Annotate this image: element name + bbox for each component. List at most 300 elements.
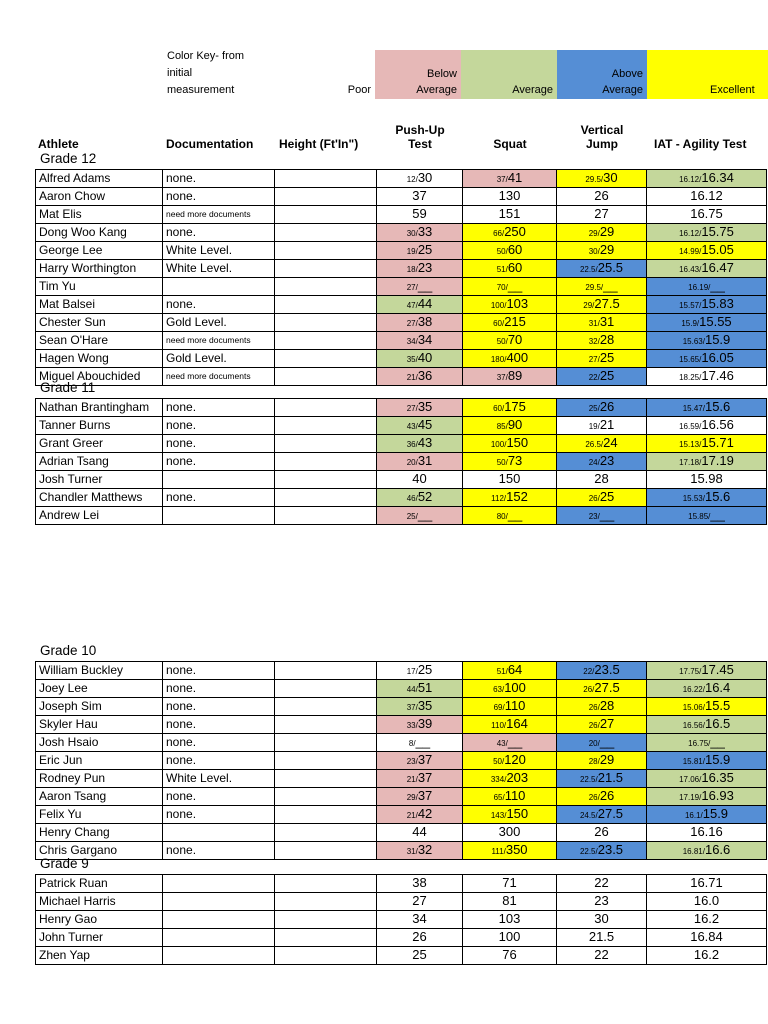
pushup-cell bbox=[377, 453, 463, 471]
vertical-jump-cell bbox=[557, 350, 647, 368]
squat-cell bbox=[463, 806, 557, 824]
vertical-jump-final: 30 bbox=[603, 170, 618, 185]
vertical-jump-initial: 26/ bbox=[583, 685, 595, 694]
athlete-name: Josh Turner bbox=[36, 471, 163, 489]
vertical-jump-initial: 22.5/ bbox=[579, 847, 598, 856]
pushup-final: 44 bbox=[417, 296, 433, 311]
vertical-jump-initial: 28/ bbox=[588, 757, 600, 766]
squat-initial: 37/ bbox=[496, 175, 508, 184]
squat-final: 100 bbox=[504, 680, 526, 695]
table-row bbox=[36, 770, 767, 788]
vertical-jump-cell bbox=[557, 947, 647, 965]
height-cell bbox=[275, 471, 377, 489]
iat-cell bbox=[647, 752, 767, 770]
squat-initial: 43/ bbox=[496, 739, 508, 748]
table-row bbox=[36, 224, 767, 242]
pushup-initial: 44/ bbox=[406, 685, 418, 694]
iat-initial: 16.12/ bbox=[679, 229, 702, 238]
pushup-initial: 27/ bbox=[406, 319, 418, 328]
squat-final: 215 bbox=[504, 314, 526, 329]
squat-cell bbox=[463, 260, 557, 278]
pushup-cell bbox=[377, 842, 463, 860]
vertical-jump-cell bbox=[557, 893, 647, 911]
pushup-cell bbox=[377, 893, 463, 911]
iat-final: 15.9 bbox=[702, 806, 729, 821]
documentation-cell: none. bbox=[163, 489, 275, 507]
iat-final: 15.55 bbox=[699, 314, 732, 329]
squat-cell bbox=[463, 929, 557, 947]
pushup-initial: 21/ bbox=[406, 373, 418, 382]
vertical-jump-final: 25 bbox=[599, 368, 615, 383]
iat-cell bbox=[647, 842, 767, 860]
squat-final: 150 bbox=[506, 806, 529, 821]
pushup-final: 23 bbox=[417, 260, 433, 275]
iat-initial: 16.22/ bbox=[682, 685, 705, 694]
iat-final: 15.6 bbox=[704, 399, 731, 414]
athlete-name: Hagen Wong bbox=[36, 350, 163, 368]
pushup-initial: 30/ bbox=[406, 229, 418, 238]
grade-9-label: Grade 9 bbox=[40, 856, 89, 871]
height-cell bbox=[275, 417, 377, 435]
pushup-cell bbox=[377, 788, 463, 806]
documentation-cell bbox=[163, 471, 275, 489]
pushup-cell bbox=[377, 489, 463, 507]
table-row bbox=[36, 911, 767, 929]
table-row bbox=[36, 399, 767, 417]
vertical-jump-cell bbox=[557, 489, 647, 507]
squat-initial: 85/ bbox=[496, 422, 508, 431]
iat-cell bbox=[647, 206, 767, 224]
documentation-cell bbox=[163, 507, 275, 525]
iat-initial: 16.75/ bbox=[688, 739, 711, 748]
iat-final: 16.05 bbox=[701, 350, 734, 365]
iat-final: 15.98 bbox=[690, 471, 723, 486]
documentation-cell: none. bbox=[163, 698, 275, 716]
vertical-jump-cell bbox=[557, 842, 647, 860]
vertical-jump-final: 26 bbox=[599, 399, 615, 414]
iat-cell bbox=[647, 188, 767, 206]
iat-cell bbox=[647, 734, 767, 752]
vertical-jump-cell bbox=[557, 417, 647, 435]
table-row bbox=[36, 842, 767, 860]
athlete-name: Chester Sun bbox=[36, 314, 163, 332]
squat-cell bbox=[463, 507, 557, 525]
pushup-cell bbox=[377, 296, 463, 314]
pushup-final: 52 bbox=[417, 489, 433, 504]
vertical-jump-initial: 29/ bbox=[583, 301, 595, 310]
iat-cell bbox=[647, 507, 767, 525]
documentation-cell: none. bbox=[163, 170, 275, 188]
vertical-jump-cell bbox=[557, 224, 647, 242]
pushup-final: 37 bbox=[412, 188, 427, 203]
iat-final: 15.75 bbox=[701, 224, 734, 239]
documentation-cell bbox=[163, 947, 275, 965]
pushup-cell bbox=[377, 170, 463, 188]
vertical-jump-initial: 22.5/ bbox=[579, 775, 598, 784]
height-cell bbox=[275, 911, 377, 929]
pushup-final: 35 bbox=[417, 698, 433, 713]
pushup-initial: 29/ bbox=[406, 793, 418, 802]
athlete-name: George Lee bbox=[36, 242, 163, 260]
pushup-initial: 27/ bbox=[406, 404, 418, 413]
vertical-jump-initial: 29.5/ bbox=[585, 283, 604, 292]
iat-cell bbox=[647, 824, 767, 842]
key-poor: Poor bbox=[347, 84, 371, 96]
vertical-jump-final: 23 bbox=[599, 453, 615, 468]
documentation-cell: none. bbox=[163, 842, 275, 860]
squat-cell bbox=[463, 188, 557, 206]
iat-cell bbox=[647, 417, 767, 435]
squat-initial: 37/ bbox=[496, 373, 508, 382]
pushup-final: 26 bbox=[412, 929, 427, 944]
vertical-jump-cell bbox=[557, 662, 647, 680]
height-cell bbox=[275, 680, 377, 698]
squat-initial: 60/ bbox=[493, 319, 505, 328]
squat-initial: 334/ bbox=[490, 775, 507, 784]
athlete-name: Miguel Abouchided bbox=[36, 368, 163, 386]
pushup-cell bbox=[377, 206, 463, 224]
grade-12-label: Grade 12 bbox=[40, 151, 97, 166]
vertical-jump-final: 27 bbox=[599, 716, 615, 731]
iat-cell bbox=[647, 314, 767, 332]
table-row bbox=[36, 260, 767, 278]
iat-cell bbox=[647, 224, 767, 242]
pushup-initial: 17/ bbox=[406, 667, 418, 676]
header-height: Height (Ft'In") bbox=[279, 137, 359, 151]
squat-final: 103 bbox=[498, 911, 521, 926]
squat-cell bbox=[463, 453, 557, 471]
iat-initial: 15.65/ bbox=[679, 355, 702, 364]
documentation-cell: none. bbox=[163, 716, 275, 734]
athlete-name: Adrian Tsang bbox=[36, 453, 163, 471]
table-row bbox=[36, 893, 767, 911]
athlete-name: John Turner bbox=[36, 929, 163, 947]
table-row bbox=[36, 752, 767, 770]
iat-initial: 17.18/ bbox=[679, 458, 702, 467]
table-row bbox=[36, 734, 767, 752]
table-row bbox=[36, 507, 767, 525]
vertical-jump-cell bbox=[557, 680, 647, 698]
iat-final: 16.2 bbox=[693, 947, 720, 962]
athlete-name: Eric Jun bbox=[36, 752, 163, 770]
iat-initial: 16.43/ bbox=[679, 265, 702, 274]
vertical-jump-final: 26 bbox=[594, 188, 609, 203]
pushup-final: 59 bbox=[412, 206, 427, 221]
color-key-label: Color Key- from initial measurement bbox=[167, 50, 245, 96]
vertical-jump-initial: 26/ bbox=[588, 494, 600, 503]
iat-cell bbox=[647, 806, 767, 824]
athlete-name: Tim Yu bbox=[36, 278, 163, 296]
table-row bbox=[36, 296, 767, 314]
athlete-name: Dong Woo Kang bbox=[36, 224, 163, 242]
vertical-jump-cell bbox=[557, 770, 647, 788]
iat-final: 16.84 bbox=[690, 929, 723, 944]
iat-initial: 15.47/ bbox=[682, 404, 705, 413]
squat-final: 90 bbox=[507, 417, 523, 432]
height-cell bbox=[275, 332, 377, 350]
squat-final: 71 bbox=[502, 875, 517, 890]
pushup-cell bbox=[377, 188, 463, 206]
documentation-cell bbox=[163, 929, 275, 947]
table-row bbox=[36, 824, 767, 842]
pushup-final: 38 bbox=[417, 314, 433, 329]
height-cell bbox=[275, 698, 377, 716]
table-row bbox=[36, 242, 767, 260]
height-cell bbox=[275, 350, 377, 368]
pushup-final: 27 bbox=[412, 893, 427, 908]
height-cell bbox=[275, 770, 377, 788]
header-iat: IAT - Agility Test bbox=[654, 137, 747, 151]
athlete-name: Tanner Burns bbox=[36, 417, 163, 435]
iat-cell bbox=[647, 471, 767, 489]
iat-final: 15.05 bbox=[701, 242, 734, 257]
vertical-jump-final: 28 bbox=[599, 332, 615, 347]
vertical-jump-final: 22 bbox=[594, 875, 609, 890]
vertical-jump-cell bbox=[557, 435, 647, 453]
iat-final: 17.19 bbox=[701, 453, 734, 468]
iat-final: 16.12 bbox=[690, 188, 723, 203]
pushup-cell bbox=[377, 875, 463, 893]
athlete-name: Aaron Tsang bbox=[36, 788, 163, 806]
pushup-initial: 19/ bbox=[406, 247, 418, 256]
iat-cell bbox=[647, 489, 767, 507]
squat-initial: 50/ bbox=[496, 337, 508, 346]
athlete-name: Chandler Matthews bbox=[36, 489, 163, 507]
athlete-name: Felix Yu bbox=[36, 806, 163, 824]
documentation-cell: none. bbox=[163, 296, 275, 314]
squat-initial: 60/ bbox=[493, 404, 505, 413]
pushup-final: 37 bbox=[417, 752, 433, 767]
pushup-initial: 43/ bbox=[406, 422, 418, 431]
table-row bbox=[36, 368, 767, 386]
height-cell bbox=[275, 296, 377, 314]
pushup-cell bbox=[377, 278, 463, 296]
pushup-initial: 21/ bbox=[406, 775, 418, 784]
pushup-final: 51 bbox=[417, 680, 433, 695]
iat-final: 15.9 bbox=[704, 752, 731, 767]
vertical-jump-final: 25.5 bbox=[597, 260, 624, 275]
height-cell bbox=[275, 435, 377, 453]
vertical-jump-cell bbox=[557, 911, 647, 929]
squat-cell bbox=[463, 698, 557, 716]
pushup-cell bbox=[377, 698, 463, 716]
squat-final: __ bbox=[507, 734, 523, 749]
documentation-cell: none. bbox=[163, 680, 275, 698]
squat-final: __ bbox=[507, 278, 523, 293]
vertical-jump-final: 27 bbox=[594, 206, 609, 221]
squat-final: 151 bbox=[498, 206, 521, 221]
pushup-final: 34 bbox=[417, 332, 433, 347]
squat-final: 76 bbox=[502, 947, 517, 962]
vertical-jump-final: 28 bbox=[599, 698, 615, 713]
documentation-cell bbox=[163, 875, 275, 893]
pushup-initial: 27/ bbox=[406, 283, 418, 292]
key-average: Average bbox=[461, 50, 557, 99]
pushup-initial: 8/ bbox=[408, 739, 416, 748]
pushup-final: 30 bbox=[417, 170, 433, 185]
pushup-initial: 18/ bbox=[406, 265, 418, 274]
squat-cell bbox=[463, 875, 557, 893]
iat-final: 15.5 bbox=[704, 698, 731, 713]
squat-cell bbox=[463, 662, 557, 680]
iat-cell bbox=[647, 368, 767, 386]
documentation-cell: none. bbox=[163, 435, 275, 453]
vertical-jump-initial: 20/ bbox=[588, 739, 600, 748]
documentation-cell: Gold Level. bbox=[163, 350, 275, 368]
vertical-jump-initial: 24.5/ bbox=[579, 811, 598, 820]
squat-cell bbox=[463, 206, 557, 224]
squat-cell bbox=[463, 417, 557, 435]
vertical-jump-cell bbox=[557, 788, 647, 806]
squat-cell bbox=[463, 314, 557, 332]
iat-initial: 16.1/ bbox=[684, 811, 703, 820]
iat-cell bbox=[647, 716, 767, 734]
squat-cell bbox=[463, 716, 557, 734]
vertical-jump-final: 23.5 bbox=[597, 842, 624, 857]
pushup-final: 36 bbox=[417, 368, 433, 383]
iat-cell bbox=[647, 770, 767, 788]
athlete-name: Grant Greer bbox=[36, 435, 163, 453]
table-row bbox=[36, 929, 767, 947]
documentation-cell bbox=[163, 893, 275, 911]
pushup-cell bbox=[377, 242, 463, 260]
grade-12-table bbox=[35, 169, 767, 386]
iat-cell bbox=[647, 893, 767, 911]
height-cell bbox=[275, 242, 377, 260]
iat-initial: 16.12/ bbox=[679, 175, 702, 184]
iat-final: __ bbox=[710, 278, 725, 293]
vertical-jump-cell bbox=[557, 242, 647, 260]
table-row bbox=[36, 314, 767, 332]
iat-cell bbox=[647, 332, 767, 350]
header-vertical: Vertical Jump bbox=[580, 123, 624, 151]
iat-cell bbox=[647, 260, 767, 278]
table-row bbox=[36, 662, 767, 680]
squat-cell bbox=[463, 788, 557, 806]
iat-final: __ bbox=[710, 734, 725, 749]
height-cell bbox=[275, 507, 377, 525]
squat-cell bbox=[463, 296, 557, 314]
height-cell bbox=[275, 260, 377, 278]
key-excellent: Excellent bbox=[647, 50, 768, 99]
squat-final: 73 bbox=[507, 453, 523, 468]
iat-final: 16.47 bbox=[701, 260, 734, 275]
iat-initial: 16.81/ bbox=[682, 847, 705, 856]
table-row bbox=[36, 788, 767, 806]
iat-final: 16.2 bbox=[693, 911, 720, 926]
squat-cell bbox=[463, 332, 557, 350]
iat-cell bbox=[647, 875, 767, 893]
athlete-name: Joey Lee bbox=[36, 680, 163, 698]
header-pushup: Push-Up Test bbox=[395, 123, 445, 151]
iat-final: 15.9 bbox=[704, 332, 731, 347]
table-row bbox=[36, 170, 767, 188]
pushup-cell bbox=[377, 752, 463, 770]
vertical-jump-cell bbox=[557, 806, 647, 824]
pushup-final: 35 bbox=[417, 399, 433, 414]
documentation-cell bbox=[163, 911, 275, 929]
iat-initial: 16.56/ bbox=[682, 721, 705, 730]
vertical-jump-cell bbox=[557, 824, 647, 842]
iat-cell bbox=[647, 170, 767, 188]
squat-initial: 65/ bbox=[493, 793, 505, 802]
athlete-name: Henry Gao bbox=[36, 911, 163, 929]
grade-10-table bbox=[35, 661, 767, 860]
vertical-jump-cell bbox=[557, 507, 647, 525]
pushup-cell bbox=[377, 332, 463, 350]
vertical-jump-cell bbox=[557, 752, 647, 770]
squat-final: 41 bbox=[507, 170, 523, 185]
pushup-initial: 47/ bbox=[406, 301, 418, 310]
iat-cell bbox=[647, 947, 767, 965]
pushup-cell bbox=[377, 947, 463, 965]
squat-cell bbox=[463, 471, 557, 489]
squat-initial: 70/ bbox=[496, 283, 508, 292]
table-row bbox=[36, 206, 767, 224]
iat-cell bbox=[647, 680, 767, 698]
squat-final: 60 bbox=[507, 242, 523, 257]
table-row bbox=[36, 332, 767, 350]
pushup-initial: 23/ bbox=[406, 757, 418, 766]
iat-final: 17.45 bbox=[701, 662, 734, 677]
iat-final: 17.46 bbox=[701, 368, 734, 383]
squat-final: 81 bbox=[502, 893, 517, 908]
squat-cell bbox=[463, 278, 557, 296]
key-below-average: Below Average bbox=[375, 50, 461, 99]
squat-final: 150 bbox=[506, 435, 529, 450]
athlete-name: Harry Worthington bbox=[36, 260, 163, 278]
squat-final: 64 bbox=[507, 662, 523, 677]
vertical-jump-final: 22 bbox=[594, 947, 609, 962]
vertical-jump-cell bbox=[557, 260, 647, 278]
pushup-final: 31 bbox=[417, 453, 433, 468]
iat-initial: 14.99/ bbox=[679, 247, 702, 256]
athlete-name: Skyler Hau bbox=[36, 716, 163, 734]
vertical-jump-cell bbox=[557, 716, 647, 734]
pushup-cell bbox=[377, 350, 463, 368]
iat-cell bbox=[647, 698, 767, 716]
documentation-cell: White Level. bbox=[163, 770, 275, 788]
pushup-initial: 12/ bbox=[406, 175, 418, 184]
pushup-cell bbox=[377, 435, 463, 453]
grade-11-label: Grade 11 bbox=[40, 380, 96, 395]
vertical-jump-cell bbox=[557, 368, 647, 386]
vertical-jump-initial: 19/ bbox=[588, 422, 600, 431]
iat-initial: 18.25/ bbox=[679, 373, 702, 382]
vertical-jump-final: 21 bbox=[599, 417, 615, 432]
pushup-cell bbox=[377, 680, 463, 698]
pushup-final: 38 bbox=[412, 875, 427, 890]
documentation-cell: White Level. bbox=[163, 260, 275, 278]
pushup-initial: 25/ bbox=[406, 512, 418, 521]
height-cell bbox=[275, 170, 377, 188]
pushup-final: 37 bbox=[417, 770, 433, 785]
iat-final: 16.71 bbox=[690, 875, 723, 890]
vertical-jump-final: 29 bbox=[599, 242, 615, 257]
squat-initial: 80/ bbox=[496, 512, 508, 521]
vertical-jump-initial: 22/ bbox=[588, 373, 600, 382]
documentation-cell: need more documents bbox=[163, 206, 275, 224]
pushup-final: 44 bbox=[412, 824, 427, 839]
table-row bbox=[36, 453, 767, 471]
vertical-jump-cell bbox=[557, 698, 647, 716]
iat-initial: 16.19/ bbox=[688, 283, 711, 292]
height-cell bbox=[275, 788, 377, 806]
vertical-jump-cell bbox=[557, 170, 647, 188]
vertical-jump-initial: 26/ bbox=[588, 703, 600, 712]
vertical-jump-cell bbox=[557, 453, 647, 471]
height-cell bbox=[275, 368, 377, 386]
